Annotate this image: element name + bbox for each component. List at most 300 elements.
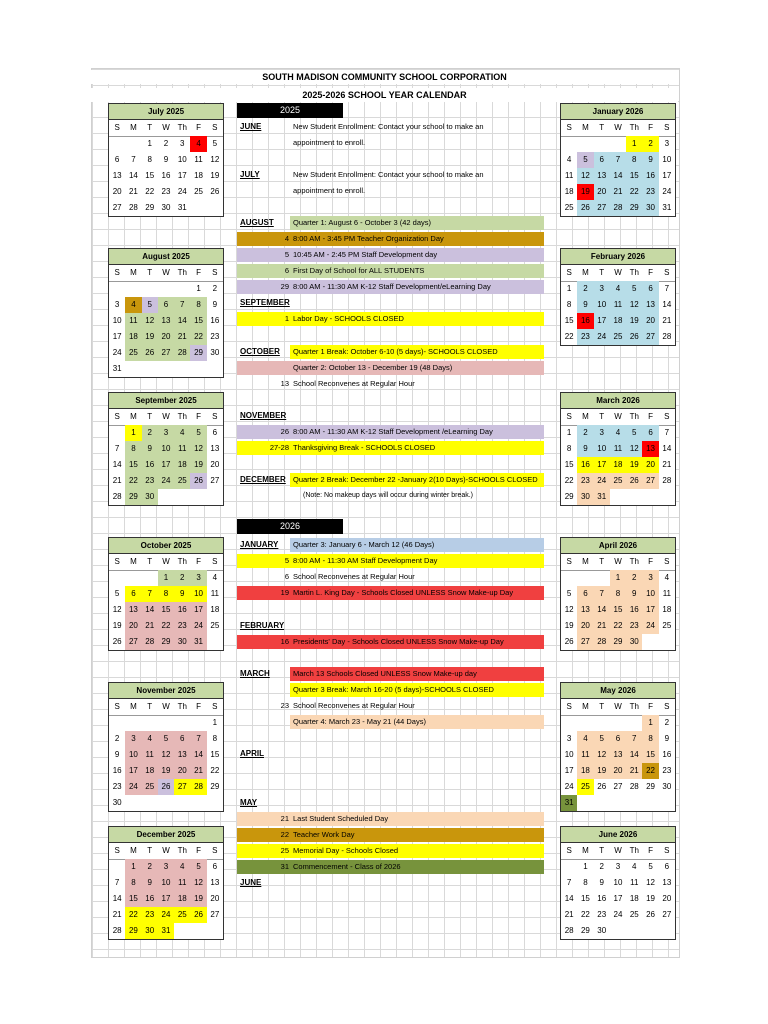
day-cell <box>626 489 642 505</box>
event-feb16: Presidents' Day - Schools Closed UNLESS Snow Make-up Day <box>293 637 504 646</box>
weekday-label: T <box>594 843 610 860</box>
day-cell: 28 <box>662 332 672 341</box>
day-cell: 7 <box>664 284 670 293</box>
day-cell <box>109 859 125 875</box>
day-cell: 11 <box>142 747 158 763</box>
day-cell: 10 <box>125 747 141 763</box>
day-cell: 6 <box>594 152 610 168</box>
day-cell <box>125 570 141 586</box>
day-cell: 2 <box>577 281 593 297</box>
day-cell: 13 <box>174 747 190 763</box>
event-aug4: 8:00 AM - 3:45 PM Teacher Organization Day <box>293 234 444 243</box>
event-day: 26 <box>280 427 289 436</box>
day-cell <box>610 795 626 811</box>
weekday-label: S <box>207 554 223 571</box>
day-cell <box>659 923 675 939</box>
day-cell: 3 <box>114 300 120 309</box>
day-cell: 2 <box>664 718 670 727</box>
day-cell: 25 <box>125 345 141 361</box>
weekday-label: T <box>594 409 610 426</box>
day-cell: 12 <box>594 747 610 763</box>
day-cell: 25 <box>194 187 204 196</box>
day-cell: 16 <box>597 894 607 903</box>
event-q4: Quarter 4: March 23 - May 21 (44 Days) <box>293 717 426 726</box>
day-cell: 10 <box>613 878 623 887</box>
day-cell: 8 <box>566 300 572 309</box>
calendar-month-title: July 2025 <box>109 104 223 120</box>
day-cell: 14 <box>610 168 626 184</box>
day-cell: 9 <box>163 155 169 164</box>
day-cell: 9 <box>626 586 642 602</box>
event-aug5: 10:45 AM - 2:45 PM Staff Development day <box>293 250 438 259</box>
weekday-label: T <box>142 265 158 282</box>
day-cell: 16 <box>626 602 642 618</box>
day-cell: 24 <box>613 910 623 919</box>
day-cell: 14 <box>594 602 610 618</box>
day-cell: 15 <box>626 168 642 184</box>
day-cell <box>610 715 626 731</box>
day-cell: 17 <box>662 171 672 180</box>
day-cell: 4 <box>566 155 572 164</box>
day-cell <box>125 715 141 731</box>
day-cell: 13 <box>112 171 122 180</box>
day-cell: 3 <box>566 734 572 743</box>
week-row <box>561 731 675 747</box>
calendar-month-title: September 2025 <box>109 393 223 409</box>
month-label-june-2026: JUNE <box>240 878 262 887</box>
weekday-label: W <box>158 843 174 860</box>
weekday-label: W <box>158 265 174 282</box>
day-cell: 5 <box>142 297 158 313</box>
week-row <box>109 441 223 457</box>
day-cell: 28 <box>564 926 574 935</box>
day-cell <box>190 200 206 216</box>
day-cell: 30 <box>142 489 158 505</box>
calendar-january-2026 <box>560 103 676 217</box>
day-cell: 22 <box>210 766 220 775</box>
day-cell: 6 <box>212 862 218 871</box>
day-cell: 27 <box>125 634 141 650</box>
day-cell: 13 <box>158 313 174 329</box>
day-cell: 21 <box>190 763 206 779</box>
day-cell: 5 <box>190 859 206 875</box>
event-day: 6 <box>284 572 289 581</box>
day-cell: 25 <box>174 907 190 923</box>
weekday-label: T <box>594 120 610 137</box>
day-cell <box>594 570 610 586</box>
day-cell: 9 <box>577 297 593 313</box>
day-cell: 31 <box>594 489 610 505</box>
day-cell: 5 <box>158 731 174 747</box>
day-cell: 24 <box>112 348 122 357</box>
weekday-label: S <box>659 554 675 571</box>
day-cell: 1 <box>196 284 201 293</box>
day-cell: 8 <box>125 875 141 891</box>
weekday-label: S <box>659 843 675 860</box>
day-cell: 3 <box>664 139 670 148</box>
day-cell <box>158 715 174 731</box>
day-cell: 30 <box>112 798 122 807</box>
day-cell: 21 <box>112 476 122 485</box>
day-cell <box>642 634 658 650</box>
day-cell <box>158 795 174 811</box>
weekday-header-row <box>561 554 675 570</box>
day-cell: 9 <box>642 152 658 168</box>
day-cell: 27 <box>642 329 658 345</box>
month-label-october: OCTOBER <box>240 347 280 356</box>
event-jan5: 8:00 AM - 11:30 AM Staff Development Day <box>293 556 438 565</box>
calendar-november-2025 <box>108 682 224 812</box>
day-cell: 22 <box>626 184 642 200</box>
day-cell: 31 <box>112 364 122 373</box>
event-aug6: First Day of School for ALL STUDENTS <box>293 266 425 275</box>
day-cell: 19 <box>158 763 174 779</box>
week-row <box>561 586 675 602</box>
event-sep1: Labor Day - SCHOOLS CLOSED <box>293 314 404 323</box>
day-cell: 31 <box>158 923 174 939</box>
day-cell: 5 <box>594 731 610 747</box>
event-oct13: School Reconvenes at Regular Hour <box>293 379 415 388</box>
week-row <box>109 425 223 441</box>
event-dec-note: (Note: No makeup days will occur during winter break.) <box>303 492 474 499</box>
weekday-label: Th <box>174 699 190 716</box>
week-row <box>561 602 675 618</box>
day-cell: 15 <box>564 460 574 469</box>
day-cell: 21 <box>662 460 672 469</box>
day-cell <box>561 136 577 152</box>
day-cell: 2 <box>577 425 593 441</box>
day-cell: 6 <box>610 731 626 747</box>
day-cell: 22 <box>564 332 574 341</box>
day-cell: 10 <box>190 586 206 602</box>
week-row <box>109 152 223 168</box>
day-cell: 27 <box>613 782 623 791</box>
day-cell: 10 <box>642 586 658 602</box>
day-cell: 26 <box>158 779 174 795</box>
weekday-label: S <box>207 843 223 860</box>
day-cell: 17 <box>594 457 610 473</box>
day-cell <box>190 361 206 377</box>
day-cell <box>207 634 223 650</box>
day-cell: 17 <box>125 763 141 779</box>
day-cell: 7 <box>131 155 136 164</box>
week-row <box>561 457 675 473</box>
day-cell: 9 <box>577 441 593 457</box>
day-cell: 23 <box>174 618 190 634</box>
day-cell: 26 <box>577 200 593 216</box>
day-cell: 11 <box>174 875 190 891</box>
day-cell: 23 <box>142 907 158 923</box>
weekday-label: S <box>207 699 223 716</box>
week-row <box>109 184 223 200</box>
week-row <box>561 313 675 329</box>
day-cell: 3 <box>594 281 610 297</box>
day-cell: 29 <box>580 926 590 935</box>
day-cell: 19 <box>577 184 593 200</box>
day-cell: 13 <box>610 747 626 763</box>
day-cell <box>174 923 190 939</box>
day-cell: 9 <box>114 750 120 759</box>
week-row <box>109 634 223 650</box>
day-cell: 14 <box>112 460 122 469</box>
day-cell: 10 <box>662 155 672 164</box>
day-cell: 20 <box>210 460 220 469</box>
week-row <box>109 907 223 923</box>
day-cell: 5 <box>577 152 593 168</box>
weekday-label: S <box>561 120 577 137</box>
day-cell: 5 <box>190 425 206 441</box>
event-q3-break: Quarter 3 Break: March 16-20 (5 days)-SCHOOLS CLOSED <box>293 685 494 694</box>
day-cell: 4 <box>610 281 626 297</box>
day-cell: 16 <box>161 171 171 180</box>
calendar-month-title: January 2026 <box>561 104 675 120</box>
weekday-label: W <box>158 554 174 571</box>
day-cell: 15 <box>642 747 658 763</box>
day-cell: 22 <box>564 476 574 485</box>
weekday-label: S <box>659 265 675 282</box>
day-cell: 18 <box>125 329 141 345</box>
day-cell <box>659 489 675 505</box>
day-cell <box>190 489 206 505</box>
day-cell: 18 <box>610 457 626 473</box>
day-cell: 22 <box>610 618 626 634</box>
event-may22: Teacher Work Day <box>293 830 355 839</box>
day-cell <box>174 281 190 297</box>
day-cell: 2 <box>599 862 604 871</box>
day-cell <box>109 281 125 297</box>
day-cell <box>577 136 593 152</box>
event-may25: Memorial Day - Schools Closed <box>293 846 399 855</box>
day-cell: 4 <box>125 297 141 313</box>
day-cell: 25 <box>577 779 593 795</box>
weekday-label: S <box>109 843 125 860</box>
day-cell <box>610 136 626 152</box>
event-q1: Quarter 1: August 6 - October 3 (42 days) <box>293 218 431 227</box>
weekday-label: F <box>642 409 658 426</box>
week-row <box>561 634 675 650</box>
day-cell: 6 <box>664 862 670 871</box>
day-cell <box>142 570 158 586</box>
day-cell <box>594 795 610 811</box>
day-cell: 15 <box>145 171 155 180</box>
org-title: SOUTH MADISON COMMUNITY SCHOOL CORPORATION <box>91 70 678 84</box>
day-cell: 14 <box>112 894 122 903</box>
day-cell: 3 <box>615 862 621 871</box>
day-cell: 27 <box>662 910 672 919</box>
week-row <box>561 200 675 216</box>
day-cell <box>158 361 174 377</box>
day-cell: 12 <box>142 313 158 329</box>
day-cell: 23 <box>142 473 158 489</box>
day-cell <box>207 489 223 505</box>
weekday-label: M <box>125 120 141 137</box>
day-cell: 10 <box>177 155 187 164</box>
week-row <box>109 473 223 489</box>
day-cell: 19 <box>190 457 206 473</box>
day-cell: 22 <box>125 907 141 923</box>
event-day: 31 <box>280 862 289 871</box>
week-row <box>561 329 675 345</box>
day-cell: 15 <box>125 457 141 473</box>
day-cell: 26 <box>646 910 656 919</box>
weekday-header-row <box>561 843 675 859</box>
weekday-header-row <box>109 554 223 570</box>
day-cell: 7 <box>114 444 120 453</box>
day-cell <box>190 715 206 731</box>
weekday-label: Th <box>174 265 190 282</box>
week-row <box>109 345 223 361</box>
day-cell <box>207 923 223 939</box>
day-cell: 13 <box>210 878 220 887</box>
month-label-january: JANUARY <box>240 540 279 549</box>
day-cell <box>109 425 125 441</box>
calendar-month-title: November 2025 <box>109 683 223 699</box>
day-cell <box>594 715 610 731</box>
day-cell: 11 <box>174 441 190 457</box>
event-mar23: School Reconvenes at Regular Hour <box>293 701 415 710</box>
day-cell: 29 <box>210 782 220 791</box>
day-cell: 16 <box>577 457 593 473</box>
day-cell <box>642 795 658 811</box>
day-cell <box>109 570 125 586</box>
week-row <box>561 923 675 939</box>
week-row <box>109 923 223 939</box>
day-cell: 17 <box>177 171 187 180</box>
day-cell: 8 <box>642 731 658 747</box>
day-cell: 14 <box>662 300 672 309</box>
weekday-label: T <box>594 699 610 716</box>
week-row <box>109 618 223 634</box>
weekday-label: T <box>594 554 610 571</box>
day-cell: 28 <box>128 203 138 212</box>
weekday-label: M <box>125 554 141 571</box>
day-cell <box>142 795 158 811</box>
calendar-month-title: May 2026 <box>561 683 675 699</box>
day-cell: 1 <box>566 428 572 437</box>
day-cell <box>207 200 223 216</box>
day-cell <box>610 923 626 939</box>
day-cell: 23 <box>577 329 593 345</box>
weekday-label: Th <box>626 699 642 716</box>
weekday-header-row <box>109 120 223 136</box>
day-cell: 17 <box>613 894 623 903</box>
day-cell: 20 <box>642 457 658 473</box>
day-cell: 14 <box>662 444 672 453</box>
day-cell: 5 <box>626 281 642 297</box>
day-cell: 1 <box>147 139 152 148</box>
week-row <box>561 184 675 200</box>
day-cell: 10 <box>564 750 574 759</box>
day-cell: 13 <box>662 878 672 887</box>
calendar-title: 2025-2026 SCHOOL YEAR CALENDAR <box>91 88 678 102</box>
day-cell: 9 <box>142 875 158 891</box>
day-cell <box>626 795 642 811</box>
weekday-label: F <box>642 699 658 716</box>
event-day: 19 <box>280 588 289 597</box>
day-cell <box>125 281 141 297</box>
day-cell: 2 <box>642 136 658 152</box>
day-cell: 3 <box>125 731 141 747</box>
week-row <box>561 907 675 923</box>
day-cell: 24 <box>190 618 206 634</box>
week-row <box>109 763 223 779</box>
calendar-june-2026 <box>560 826 676 940</box>
weekday-label: S <box>561 554 577 571</box>
day-cell: 11 <box>577 747 593 763</box>
day-cell: 2 <box>114 734 120 743</box>
day-cell: 5 <box>626 425 642 441</box>
day-cell: 14 <box>190 747 206 763</box>
day-cell: 21 <box>610 184 626 200</box>
day-cell: 13 <box>577 602 593 618</box>
weekday-label: F <box>642 554 658 571</box>
week-row <box>561 715 675 731</box>
day-cell: 20 <box>112 187 122 196</box>
day-cell: 27 <box>112 203 122 212</box>
weekday-label: M <box>125 699 141 716</box>
day-cell: 26 <box>190 907 206 923</box>
day-cell: 3 <box>594 425 610 441</box>
day-cell: 7 <box>190 731 206 747</box>
day-cell: 30 <box>210 348 220 357</box>
day-cell: 3 <box>158 425 174 441</box>
day-cell: 1 <box>212 718 218 727</box>
weekday-label: M <box>577 409 593 426</box>
weekday-label: F <box>190 120 206 137</box>
day-cell: 26 <box>112 637 122 646</box>
event-oct-break: Quarter 1 Break: October 6-10 (5 days)- SCHOOLS CLOSED <box>293 347 498 356</box>
day-cell <box>577 715 593 731</box>
day-cell: 8 <box>147 155 152 164</box>
day-cell: 29 <box>125 923 141 939</box>
day-cell: 25 <box>629 910 639 919</box>
day-cell: 13 <box>210 444 220 453</box>
day-cell: 4 <box>212 573 218 582</box>
day-cell: 29 <box>626 200 642 216</box>
day-cell: 31 <box>190 634 206 650</box>
day-cell: 18 <box>174 457 190 473</box>
day-cell: 2 <box>142 859 158 875</box>
day-cell: 21 <box>142 618 158 634</box>
day-cell <box>659 634 675 650</box>
day-cell: 7 <box>142 586 158 602</box>
weekday-label: Th <box>626 843 642 860</box>
week-row <box>109 891 223 907</box>
calendar-month-title: August 2025 <box>109 249 223 265</box>
event-may31: Commencement - Class of 2026 <box>293 862 401 871</box>
event-july-enrollment: New Student Enrollment: Contact your school to make an <box>293 170 484 179</box>
day-cell <box>190 923 206 939</box>
day-cell: 17 <box>642 602 658 618</box>
day-cell: 11 <box>125 313 141 329</box>
day-cell: 7 <box>174 297 190 313</box>
day-cell: 27 <box>210 476 220 485</box>
day-cell: 21 <box>174 329 190 345</box>
weekday-label: T <box>142 843 158 860</box>
day-cell: 23 <box>662 766 672 775</box>
day-cell: 22 <box>145 187 155 196</box>
day-cell: 7 <box>566 878 572 887</box>
week-row <box>109 168 223 184</box>
event-dec-break: Quarter 2 Break: December 22 -January 2(10 Days)-SCHOOLS CLOSED <box>293 475 538 484</box>
week-row <box>561 281 675 297</box>
day-cell: 19 <box>626 313 642 329</box>
day-cell <box>561 570 577 586</box>
day-cell: 23 <box>626 618 642 634</box>
day-cell: 9 <box>599 878 604 887</box>
weekday-label: Th <box>174 554 190 571</box>
day-cell: 5 <box>114 589 120 598</box>
